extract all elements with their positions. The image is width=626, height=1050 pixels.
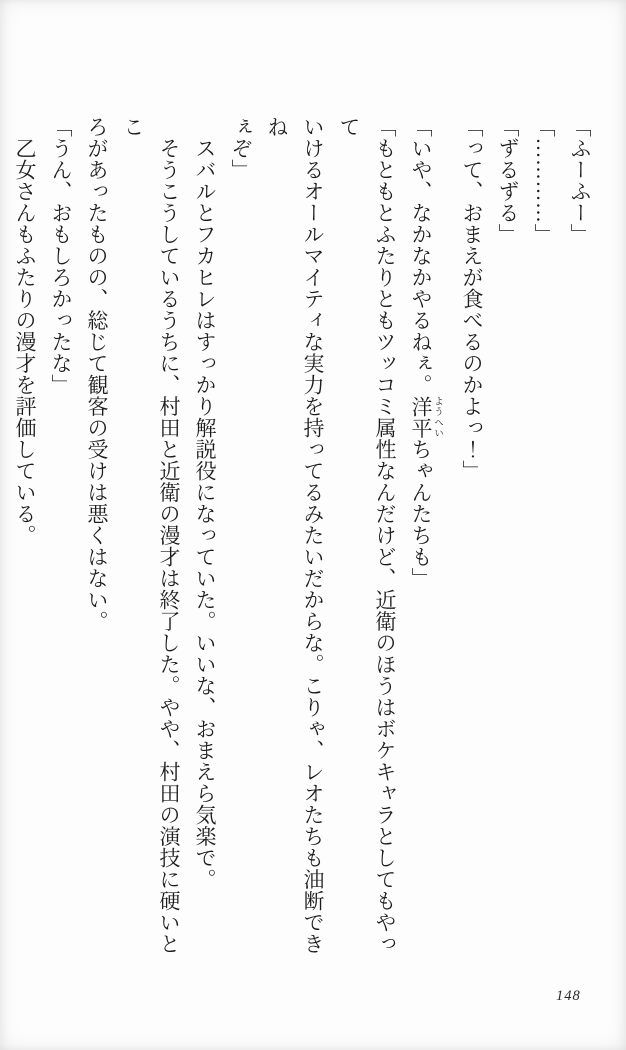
text-line: 「って、おまえが食べるのかよっ！」	[460, 116, 484, 482]
ruby-annotation: 洋平 ようへい	[409, 395, 442, 439]
text-line: ろがあったものの、総じて観客の受けは悪くはない。	[85, 116, 109, 632]
text-line: ぇぞ」	[229, 116, 253, 181]
text-line: 「ふーふー」	[568, 116, 592, 245]
text-line: いけるオールマイティな実力を持ってるみたいだからな。こりゃ、レオたちも油断できね	[265, 116, 325, 955]
text-line: 「…………」	[532, 116, 556, 245]
text-line: 乙女さんもふたりの漫才を評価している。	[13, 116, 37, 546]
text-line: 「もともとふたりともツッコミ属性なんだけど、近衛のほうはボケキャラとしてもやって	[337, 116, 397, 955]
page-text	[0, 116, 598, 968]
text-line: 「ずるずる」	[496, 116, 520, 245]
text-line: スバルとフカヒレはすっかり解説役になっていた。いいな、おまえら気楽で。	[193, 116, 217, 890]
text-line: 「いや、なかなかやるねぇ。洋平 ようへいちゃんたちも」	[409, 116, 442, 589]
text-line	[0, 116, 7, 968]
text-line: 「うん、おもしろかったな」	[49, 116, 73, 396]
text-line: そうこうしているうちに、村田と近衛の漫才は終了した。やや、村田の演技に硬いとこ	[121, 116, 181, 955]
page-number: 148	[556, 988, 581, 1004]
